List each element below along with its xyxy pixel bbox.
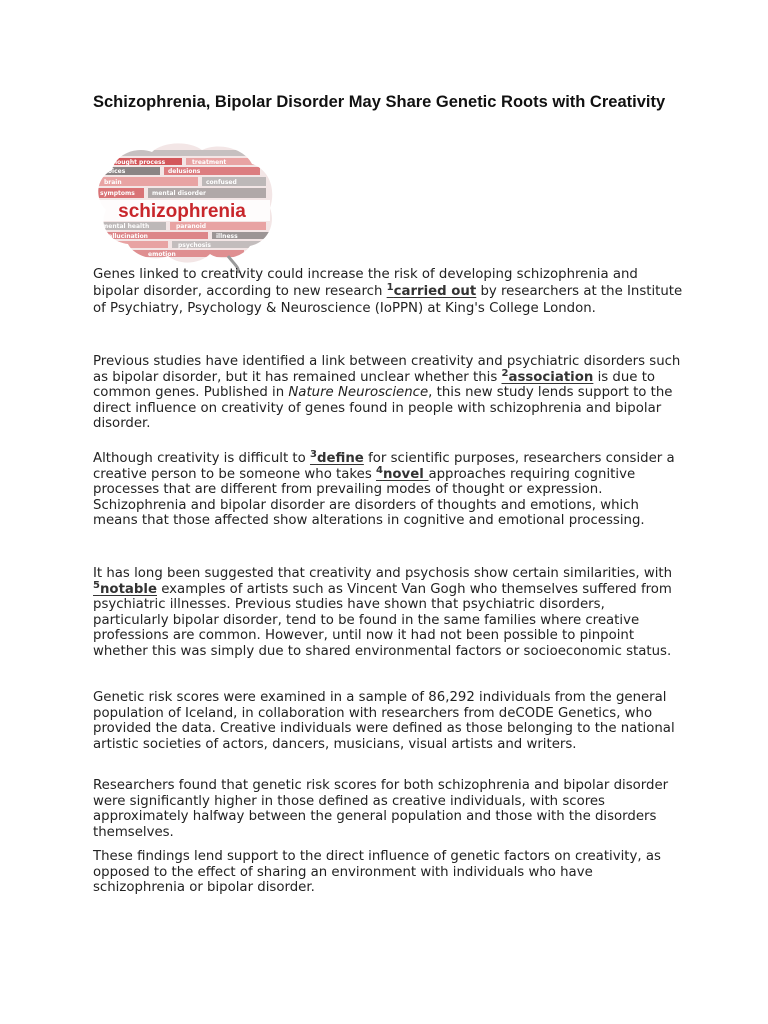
brain-illustration — [88, 138, 278, 273]
vocab-word-4: $^4$novel — [375, 464, 429, 482]
cloud-word: brain — [104, 179, 122, 186]
paragraph-1: Genes linked to creativity could increase the risk of developing schizophrenia and bipolar disorder, according to new research $^1$carried out by researchers at the Institute of Psychiatry, Psychology & Neuroscience (IoPPN) at King's College London. — [93, 267, 683, 316]
vocab-word-2: $^2$association — [501, 367, 594, 385]
vocab-word-5: $^5$notable — [93, 579, 157, 597]
cloud-word: paranoid — [176, 223, 207, 230]
paragraph-6: Researchers found that genetic risk scores for both schizophrenia and bipolar disorder were significantly higher in those defined as creative individuals, with scores approximately halfway between the general population and those with the disorders themselves. — [93, 778, 669, 840]
cloud-word: thought process — [110, 159, 166, 166]
paragraph-3: Although creativity is difficult to $^3$define for scientific purposes, researchers consider a creative person to be someone who takes $^4$novel approaches requiring cognitive processes that are different from prevailing modes of thought or expression. Schizophrenia and bipolar disorder are disorders of thoughts and emotions, which means that those affected show alterations in cognitive and emotional processing. — [93, 449, 675, 529]
journal-name: Nature Neuroscience — [288, 385, 429, 401]
schizophrenia-label: schizophrenia — [118, 201, 246, 222]
cloud-word: treatment — [192, 159, 227, 166]
cloud-word: psychosis — [178, 242, 211, 249]
cloud-word: delusions — [168, 168, 201, 175]
article-title: Schizophrenia, Bipolar Disorder May Share Genetic Roots with Creativity — [93, 93, 666, 111]
cloud-word: mental disorder — [152, 190, 206, 197]
cloud-word: voices — [104, 168, 126, 175]
brain-word-cloud-image — [88, 138, 278, 273]
cloud-word: mental health — [102, 223, 150, 230]
cloud-word: symptoms — [100, 190, 135, 197]
vocab-word-3: $^3$define — [309, 449, 364, 466]
paragraph-2: Previous studies have identified a link between creativity and psychiatric disorders such as bipolar disorder, but it has remained unclear whether this $^2$association is due to common genes. Published in Nature Neuroscience, this new study lends support to the direct influence on creativity of genes found in people with schizophrenia and bipolar disorder. — [93, 354, 681, 432]
paragraph-7: These findings lend support to the direct influence of genetic factors on creativity, as opposed to the effect of sharing an environment with individuals who have schizophrenia or bipolar disorder. — [93, 849, 661, 896]
cloud-word: hallucination — [104, 233, 148, 240]
vocab-word-1: $^1$carried out — [386, 282, 477, 299]
paragraph-5: Genetic risk scores were examined in a sample of 86,292 individuals from the general population of Iceland, in collaboration with researchers from deCODE Genetics, who provided the data. Creative individuals were defined as those belonging to the national artistic societies of actors, dancers, musicians, visual artists and writers. — [93, 690, 675, 752]
cloud-word: confused — [206, 179, 237, 186]
cloud-word: emotion — [148, 251, 176, 258]
cloud-word: illness — [216, 233, 238, 240]
paragraph-4: It has long been suggested that creativity and psychosis show certain similarities, with $^5$notable examples of artists such as Vincent Van Gogh who themselves suffered from psychiatric illnesses. Previous studies have shown that psychiatric disorders, particularly bipolar disorder, tend to be found in the same families where creative professions are common. However, until now it had not been possible to pinpoint whether this was simply due to shared environmental factors or socioeconomic status. — [93, 566, 673, 659]
